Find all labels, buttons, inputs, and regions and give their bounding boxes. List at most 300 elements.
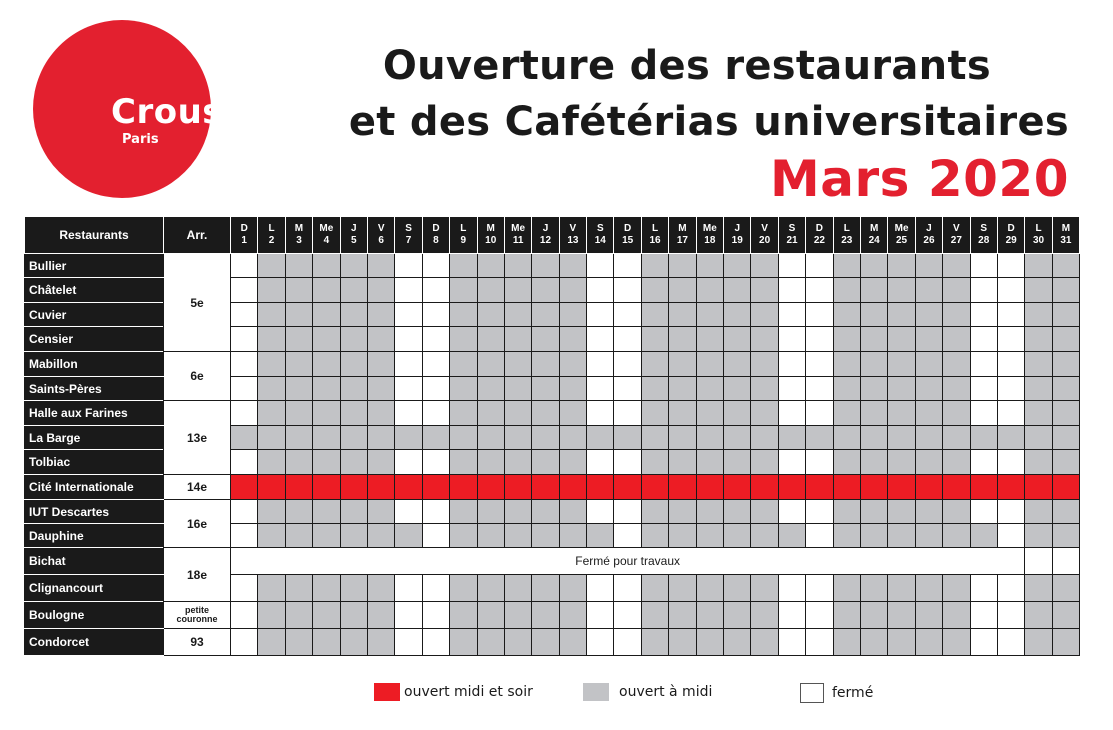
day-cell	[751, 426, 778, 450]
day-cell	[450, 524, 477, 548]
day-cell	[504, 426, 531, 450]
day-cell	[450, 575, 477, 602]
day-cell	[340, 377, 367, 401]
day-cell	[477, 278, 504, 303]
day-cell	[395, 254, 422, 278]
day-cell	[587, 278, 614, 303]
day-cell	[915, 426, 942, 450]
day-cell	[915, 500, 942, 524]
table-row	[25, 500, 1080, 524]
day-letter: D	[815, 223, 824, 234]
restaurant-name: Cité Internationale	[25, 475, 164, 500]
day-cell	[504, 352, 531, 377]
day-cell	[1025, 426, 1052, 450]
day-cell	[450, 327, 477, 352]
day-number: 26	[923, 235, 935, 246]
arrondissement-cell: 13e	[164, 401, 231, 475]
day-cell	[340, 524, 367, 548]
day-number: 17	[676, 235, 688, 246]
day-cell	[806, 450, 833, 475]
day-cell	[340, 254, 367, 278]
day-cell	[751, 524, 778, 548]
day-cell	[641, 426, 668, 450]
day-cell	[231, 629, 258, 656]
day-cell	[860, 352, 887, 377]
day-cell	[888, 377, 915, 401]
day-cell	[504, 629, 531, 656]
day-cell	[614, 500, 641, 524]
day-cell	[888, 500, 915, 524]
day-cell	[422, 602, 449, 629]
day-cell	[395, 278, 422, 303]
day-letter: J	[926, 223, 932, 234]
day-cell	[1025, 629, 1052, 656]
day-cell	[258, 278, 285, 303]
day-cell	[1052, 377, 1079, 401]
day-cell	[696, 278, 723, 303]
day-cell	[1052, 327, 1079, 352]
day-cell	[888, 352, 915, 377]
day-cell	[751, 602, 778, 629]
day-cell	[231, 475, 258, 500]
day-cell	[751, 352, 778, 377]
day-cell	[258, 500, 285, 524]
day-cell	[1025, 401, 1052, 426]
day-cell	[696, 475, 723, 500]
day-cell	[285, 327, 312, 352]
day-cell	[614, 303, 641, 327]
day-cell	[696, 327, 723, 352]
day-cell	[1025, 500, 1052, 524]
day-cell	[915, 254, 942, 278]
day-cell	[641, 401, 668, 426]
day-cell	[340, 602, 367, 629]
day-number: 23	[841, 235, 853, 246]
day-cell	[1052, 352, 1079, 377]
day-cell	[888, 327, 915, 352]
day-cell	[422, 254, 449, 278]
day-cell	[313, 500, 340, 524]
day-cell	[587, 377, 614, 401]
day-cell	[313, 254, 340, 278]
day-cell	[285, 377, 312, 401]
day-cell	[532, 426, 559, 450]
day-number: 20	[759, 235, 771, 246]
day-cell	[532, 401, 559, 426]
day-cell	[395, 352, 422, 377]
day-cell	[1052, 450, 1079, 475]
day-cell	[1025, 575, 1052, 602]
day-cell	[915, 629, 942, 656]
day-cell	[587, 352, 614, 377]
legend-grey-label: ouvert à midi	[619, 684, 713, 700]
day-cell	[587, 500, 614, 524]
day-cell	[559, 352, 586, 377]
day-header	[559, 217, 586, 254]
day-cell	[943, 426, 970, 450]
day-cell	[860, 450, 887, 475]
day-cell	[504, 303, 531, 327]
day-number: 28	[978, 235, 990, 246]
day-cell	[587, 303, 614, 327]
day-cell	[888, 426, 915, 450]
day-header	[477, 217, 504, 254]
arrondissement-cell: 93	[164, 629, 231, 656]
title-line-2: et des Cafétérias universitaires	[348, 99, 1069, 145]
day-cell	[395, 450, 422, 475]
day-cell	[258, 303, 285, 327]
day-cell	[641, 450, 668, 475]
day-header	[587, 217, 614, 254]
day-cell	[1025, 377, 1052, 401]
day-header	[258, 217, 285, 254]
day-cell	[367, 426, 394, 450]
day-cell	[888, 475, 915, 500]
day-cell	[724, 602, 751, 629]
table-row	[25, 352, 1080, 377]
day-header	[313, 217, 340, 254]
day-cell	[231, 254, 258, 278]
day-cell	[258, 254, 285, 278]
day-cell	[641, 575, 668, 602]
restaurant-name: Dauphine	[25, 524, 164, 548]
day-cell	[313, 629, 340, 656]
day-cell	[367, 401, 394, 426]
day-cell	[860, 524, 887, 548]
opening-schedule-table	[24, 216, 1080, 656]
day-cell	[888, 254, 915, 278]
day-cell	[477, 352, 504, 377]
day-cell	[258, 352, 285, 377]
month-title: Mars 2020	[770, 150, 1069, 208]
day-header	[806, 217, 833, 254]
day-header	[751, 217, 778, 254]
table-row	[25, 254, 1080, 278]
day-cell	[860, 278, 887, 303]
day-cell	[587, 629, 614, 656]
day-cell	[915, 524, 942, 548]
day-cell	[532, 575, 559, 602]
day-cell	[587, 524, 614, 548]
day-cell	[477, 602, 504, 629]
day-cell	[367, 500, 394, 524]
day-cell	[340, 475, 367, 500]
day-cell	[669, 426, 696, 450]
day-cell	[313, 401, 340, 426]
day-letter: L	[1035, 223, 1042, 234]
legend-red-swatch	[374, 683, 400, 701]
day-cell	[970, 401, 997, 426]
day-cell	[751, 500, 778, 524]
day-cell	[559, 602, 586, 629]
day-cell	[778, 575, 805, 602]
day-cell	[669, 450, 696, 475]
day-cell	[313, 426, 340, 450]
day-header	[833, 217, 860, 254]
day-cell	[614, 629, 641, 656]
day-cell	[367, 524, 394, 548]
day-cell	[833, 524, 860, 548]
day-cell	[641, 327, 668, 352]
day-cell	[641, 524, 668, 548]
day-cell	[833, 352, 860, 377]
day-cell	[532, 278, 559, 303]
day-cell	[806, 500, 833, 524]
day-cell	[833, 377, 860, 401]
day-cell	[778, 602, 805, 629]
restaurant-name: Condorcet	[25, 629, 164, 656]
day-letter: V	[569, 223, 577, 234]
day-cell	[724, 254, 751, 278]
day-cell	[450, 500, 477, 524]
day-cell	[285, 254, 312, 278]
day-number: 3	[296, 235, 302, 246]
day-cell	[860, 303, 887, 327]
arrondissement-cell: 6e	[164, 352, 231, 401]
day-cell	[367, 575, 394, 602]
day-cell	[285, 575, 312, 602]
day-cell	[559, 327, 586, 352]
day-cell	[915, 377, 942, 401]
day-letter: M	[870, 223, 879, 234]
day-cell	[888, 629, 915, 656]
day-cell	[395, 426, 422, 450]
day-letter: Me	[319, 223, 334, 234]
day-cell	[395, 327, 422, 352]
day-cell	[696, 500, 723, 524]
day-letter: D	[1007, 223, 1015, 234]
day-cell	[860, 426, 887, 450]
day-cell	[340, 575, 367, 602]
day-cell	[450, 377, 477, 401]
day-cell	[614, 575, 641, 602]
day-cell	[997, 401, 1024, 426]
day-number: 27	[950, 235, 962, 246]
restaurant-name: Cuvier	[25, 303, 164, 327]
day-cell	[285, 426, 312, 450]
legend-red	[374, 683, 533, 705]
day-cell	[1052, 426, 1079, 450]
day-cell	[285, 629, 312, 656]
day-number: 7	[405, 235, 412, 246]
day-cell	[696, 377, 723, 401]
day-cell	[422, 303, 449, 327]
day-cell	[915, 475, 942, 500]
day-cell	[806, 602, 833, 629]
day-header	[340, 217, 367, 254]
day-cell	[477, 377, 504, 401]
day-cell	[504, 401, 531, 426]
day-letter: D	[624, 223, 632, 234]
day-cell	[614, 426, 641, 450]
day-cell	[997, 426, 1024, 450]
day-cell	[285, 475, 312, 500]
day-cell	[258, 426, 285, 450]
day-cell	[915, 450, 942, 475]
day-cell	[504, 278, 531, 303]
day-cell	[970, 602, 997, 629]
day-cell	[559, 426, 586, 450]
day-cell	[258, 450, 285, 475]
restaurant-name: Boulogne	[25, 602, 164, 629]
day-cell	[778, 303, 805, 327]
day-cell	[367, 327, 394, 352]
day-letter: D	[432, 223, 440, 234]
day-number: 4	[323, 235, 330, 246]
day-cell	[504, 575, 531, 602]
day-cell	[778, 629, 805, 656]
day-header	[778, 217, 805, 254]
day-header	[997, 217, 1024, 254]
arrondissement-cell: 14e	[164, 475, 231, 500]
day-cell	[231, 524, 258, 548]
day-cell	[751, 377, 778, 401]
day-cell	[915, 303, 942, 327]
day-cell	[970, 475, 997, 500]
day-cell	[258, 602, 285, 629]
day-cell	[806, 377, 833, 401]
table-row	[25, 548, 1080, 575]
day-cell	[833, 254, 860, 278]
day-number: 9	[460, 235, 467, 246]
day-header	[724, 217, 751, 254]
day-cell	[997, 352, 1024, 377]
day-letter: Me	[702, 223, 717, 234]
day-cell	[669, 303, 696, 327]
table-row	[25, 629, 1080, 656]
day-cell	[559, 450, 586, 475]
day-letter: J	[350, 223, 357, 234]
day-cell	[258, 327, 285, 352]
restaurant-name: Clignancourt	[25, 575, 164, 602]
day-cell	[367, 629, 394, 656]
day-number: 11	[512, 235, 524, 246]
day-cell	[231, 278, 258, 303]
day-cell	[285, 303, 312, 327]
day-cell	[1052, 278, 1079, 303]
day-header	[231, 217, 258, 254]
day-cell	[614, 524, 641, 548]
day-cell	[641, 278, 668, 303]
day-cell	[943, 500, 970, 524]
day-cell	[833, 327, 860, 352]
day-letter: L	[843, 223, 850, 234]
day-cell	[559, 500, 586, 524]
day-cell	[970, 575, 997, 602]
restaurant-name: IUT Descartes	[25, 500, 164, 524]
day-header	[970, 217, 997, 254]
day-number: 15	[622, 235, 634, 246]
restaurant-name: Châtelet	[25, 278, 164, 303]
day-cell	[1025, 548, 1052, 575]
day-cell	[943, 602, 970, 629]
day-cell	[422, 401, 449, 426]
day-cell	[696, 575, 723, 602]
day-letter: J	[734, 223, 740, 234]
day-cell	[751, 278, 778, 303]
day-cell	[1025, 475, 1052, 500]
restaurant-name: Halle aux Farines	[25, 401, 164, 426]
day-cell	[313, 327, 340, 352]
day-letter: L	[652, 223, 659, 234]
arrondissement-cell: petite couronne	[164, 602, 231, 629]
day-cell	[669, 352, 696, 377]
day-cell	[587, 450, 614, 475]
day-cell	[997, 327, 1024, 352]
day-cell	[450, 475, 477, 500]
day-cell	[340, 352, 367, 377]
day-cell	[504, 450, 531, 475]
day-cell	[395, 629, 422, 656]
day-cell	[806, 629, 833, 656]
day-cell	[450, 426, 477, 450]
day-cell	[587, 254, 614, 278]
day-cell	[340, 401, 367, 426]
day-cell	[696, 602, 723, 629]
day-cell	[997, 254, 1024, 278]
day-cell	[806, 426, 833, 450]
day-letter: S	[405, 223, 412, 234]
day-cell	[943, 303, 970, 327]
day-cell	[422, 524, 449, 548]
day-cell	[860, 602, 887, 629]
day-cell	[477, 401, 504, 426]
day-cell	[997, 475, 1024, 500]
legend-grey	[583, 683, 712, 705]
day-cell	[1052, 602, 1079, 629]
day-cell	[833, 602, 860, 629]
day-cell	[751, 575, 778, 602]
day-cell	[778, 254, 805, 278]
day-cell	[724, 377, 751, 401]
title-line-1: Ouverture des restaurants	[382, 43, 991, 89]
day-cell	[313, 575, 340, 602]
day-cell	[395, 524, 422, 548]
arrondissement-cell: 5e	[164, 254, 231, 352]
day-cell	[888, 524, 915, 548]
day-cell	[532, 475, 559, 500]
day-cell	[970, 377, 997, 401]
day-cell	[778, 500, 805, 524]
day-cell	[943, 575, 970, 602]
day-cell	[559, 575, 586, 602]
day-letter: V	[761, 223, 768, 234]
day-cell	[559, 254, 586, 278]
day-cell	[313, 377, 340, 401]
day-cell	[504, 254, 531, 278]
day-cell	[860, 401, 887, 426]
day-cell	[778, 450, 805, 475]
header-arrondissement: Arr.	[164, 217, 231, 254]
day-number: 24	[868, 235, 880, 246]
day-header	[915, 217, 942, 254]
day-number: 10	[485, 235, 497, 246]
day-cell	[559, 401, 586, 426]
day-cell	[285, 278, 312, 303]
day-cell	[943, 450, 970, 475]
day-cell	[367, 278, 394, 303]
day-number: 5	[350, 235, 357, 246]
day-cell	[833, 303, 860, 327]
day-cell	[1052, 548, 1079, 575]
day-cell	[313, 602, 340, 629]
day-cell	[231, 575, 258, 602]
day-cell	[724, 500, 751, 524]
day-cell	[532, 303, 559, 327]
day-cell	[587, 426, 614, 450]
day-cell	[915, 401, 942, 426]
day-cell	[997, 629, 1024, 656]
